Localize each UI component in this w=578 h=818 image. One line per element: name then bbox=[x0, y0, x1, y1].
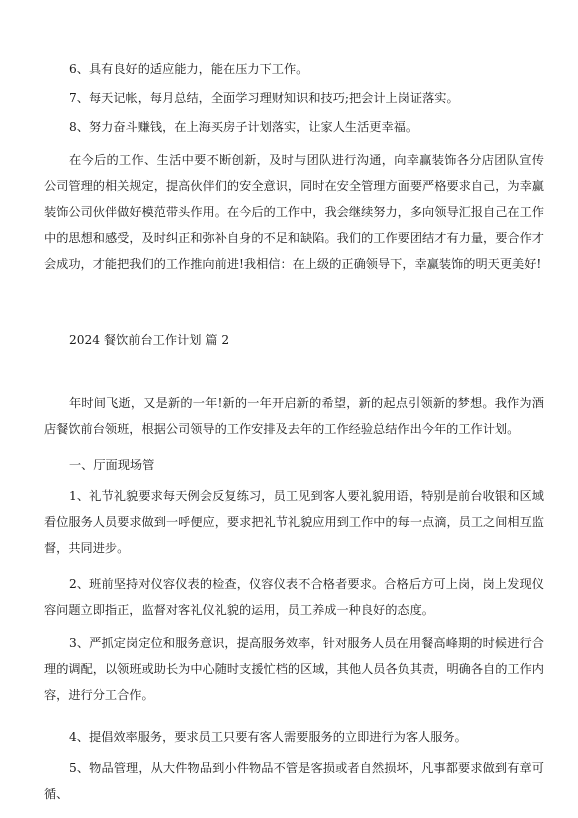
intro-paragraph: 年时间飞逝，又是新的一年!新的一年开启新的希望，新的起点引领新的梦想。我作为酒店餐饮前台领班，根据公司领导的工作安排及去年的工作经验总结作出今年的工作计划。 bbox=[44, 396, 544, 436]
list-item: 7、每天记帐，每月总结，全面学习理财知识和技巧;把会计上岗证落实。 bbox=[69, 91, 459, 105]
list-item: 5、物品管理，从大件物品到小件物品不管是客损或者自然损坏，凡事都要求做到有章可循、 bbox=[44, 761, 544, 801]
list-item: 6、具有良好的适应能力，能在压力下工作。 bbox=[69, 62, 309, 76]
list-item: 3、严抓定岗定位和服务意识，提高服务效率，针对服务人员在用餐高峰期的时候进行合理的调配，以领班或助长为中心随时支援忙档的区域，其他人员各负其责，明确各自的工作内容，进行分工合作。 bbox=[44, 636, 544, 702]
list-item: 2、班前坚持对仪容仪表的检查，仪容仪表不合格者要求。合格后方可上岗，岗上发现仪容问题立即指正，监督对客礼仪礼貌的运用，员工养成一种良好的态度。 bbox=[44, 577, 544, 617]
body-paragraph: 在今后的工作、生活中要不断创新，及时与团队进行沟通，向幸赢装饰各分店团队宣传公司管理的相关规定，提高伙伴们的安全意识，同时在安全管理方面要严格要求自己，为幸赢装饰公司伙伴做好模范带头作用。在今后的工作中，我会继续努力，多向领导汇报自己在工作中的思想和感受，及时纠正和弥补自身的不足和缺陷。我们的工作要团结才有力量，要合作才会成功，才能把我们的工作推向前进!我相信：在上级的正确领导下，幸赢装饰的明天更美好! bbox=[44, 153, 544, 271]
list-item: 8、努力奋斗赚钱，在上海买房子计划落实，让家人生活更幸福。 bbox=[69, 120, 419, 134]
list-item: 4、提倡效率服务，要求员工只要有客人需要服务的立即进行为客人服务。 bbox=[69, 730, 467, 744]
subheading: 一、厅面现场管 bbox=[69, 458, 155, 472]
list-item: 1、礼节礼貌要求每天例会反复练习，员工见到客人要礼貌用语，特别是前台收银和区域看位服务人员要求做到一呼便应，要求把礼节礼貌应用到工作中的每一点滴，员工之间相互监督，共同进步。 bbox=[44, 489, 544, 555]
section-title: 2024 餐饮前台工作计划 篇 2 bbox=[69, 333, 230, 347]
